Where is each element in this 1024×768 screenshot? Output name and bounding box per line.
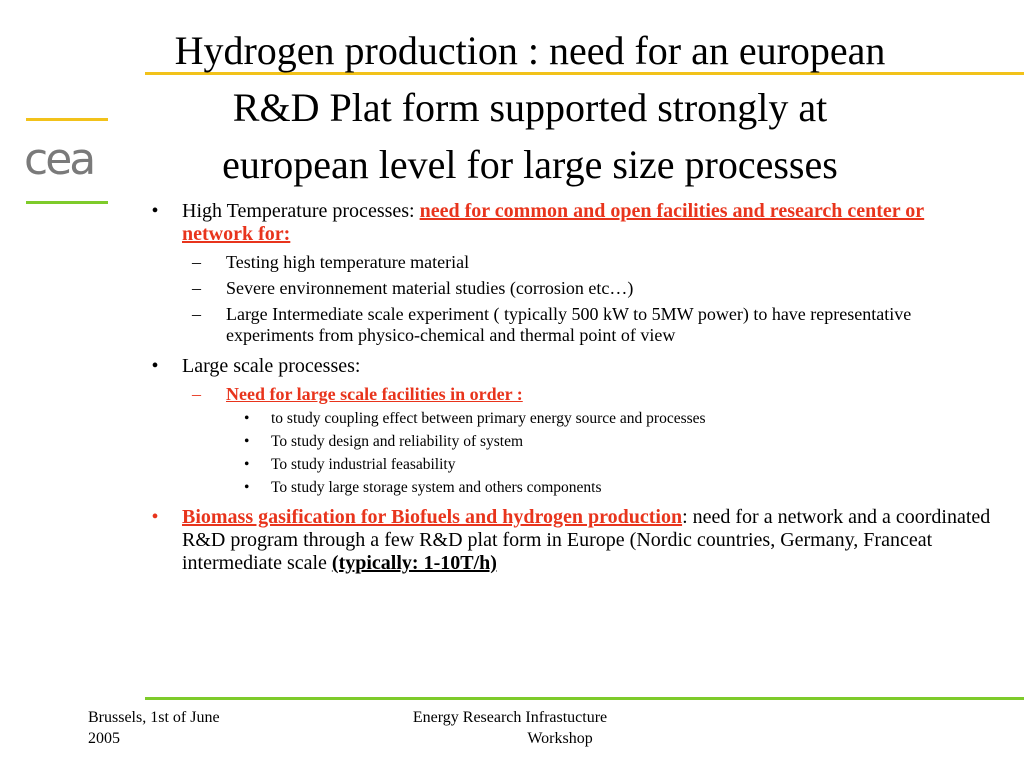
bullet-marker: • bbox=[151, 200, 159, 222]
dash-marker: – bbox=[192, 304, 201, 324]
bullet-large-scale bbox=[145, 355, 995, 378]
bullet-highlight: Biomass gasification for Biofuels and hydrogen production bbox=[182, 506, 683, 528]
footer-left-line-1: Brussels, 1st of June bbox=[88, 709, 220, 726]
bullet-text: Large scale processes: bbox=[182, 355, 361, 377]
sub-sub-item bbox=[145, 433, 995, 451]
sub-item bbox=[145, 278, 995, 299]
bullet-text: : need for a network and a coordinated R&D program through a few R&D plat form in Europe (Nordic countries, Germany, Franceat intermediate scale bbox=[182, 506, 991, 574]
sub-sub-item-text: To study industrial feasability bbox=[271, 456, 456, 473]
bullet-marker: • bbox=[244, 433, 250, 450]
dash-marker: – bbox=[192, 384, 201, 404]
sub-item bbox=[145, 304, 995, 346]
sub-sub-item bbox=[145, 410, 995, 428]
footer-center-line-2: Workshop bbox=[527, 730, 593, 747]
title-line-2: R&D Plat form supported strongly at bbox=[232, 85, 828, 130]
bullet-marker: • bbox=[151, 355, 159, 377]
footer-location-date bbox=[88, 707, 288, 749]
bullet-text: High Temperature processes: bbox=[182, 200, 420, 222]
bullet-marker: • bbox=[151, 506, 159, 528]
sub-sub-item-text: to study coupling effect between primary energy source and processes bbox=[271, 410, 706, 427]
bullet-marker: • bbox=[244, 456, 250, 473]
sub-sub-item-text: To study design and reliability of system bbox=[271, 433, 524, 450]
sub-item-text: Need for large scale facilities in order : bbox=[226, 384, 523, 404]
sub-item-text: Testing high temperature material bbox=[226, 252, 470, 272]
title-line-3: european level for large size processes bbox=[222, 142, 838, 187]
sub-item-text: Large Intermediate scale experiment ( typically 500 kW to 5MW power) to have representative experiments from physico-chemical and thermal point of view bbox=[226, 304, 912, 345]
dash-marker: – bbox=[192, 252, 201, 272]
bullet-marker: • bbox=[244, 479, 250, 496]
footer-event bbox=[380, 707, 640, 749]
dash-marker: – bbox=[192, 278, 201, 298]
sub-sub-item bbox=[145, 479, 995, 497]
sub-sub-item-text: To study large storage system and others components bbox=[271, 479, 602, 496]
footer-center-line-1: Energy Research Infrastucture bbox=[412, 709, 608, 726]
slide-body bbox=[145, 200, 995, 581]
bullet-highlight: need for common and open facilities and research center or network for: bbox=[182, 200, 925, 245]
footer-rule bbox=[145, 697, 1024, 700]
cea-logo-icon bbox=[24, 118, 112, 206]
sub-item-text: Severe environnement material studies (corrosion etc…) bbox=[226, 278, 634, 298]
logo-text: cea bbox=[24, 134, 94, 185]
sub-item-highlight bbox=[145, 384, 995, 405]
bullet-marker: • bbox=[244, 410, 250, 427]
title-line-1: Hydrogen production : need for an european bbox=[174, 28, 886, 73]
cea-logo bbox=[24, 118, 112, 206]
bullet-bold: (typically: 1-10T/h) bbox=[331, 552, 497, 574]
sub-item bbox=[145, 252, 995, 273]
bullet-high-temperature bbox=[145, 200, 995, 246]
slide-title bbox=[100, 22, 960, 193]
bullet-biomass bbox=[145, 506, 995, 575]
sub-sub-item bbox=[145, 456, 995, 474]
footer-left-line-2: 2005 bbox=[88, 730, 120, 747]
